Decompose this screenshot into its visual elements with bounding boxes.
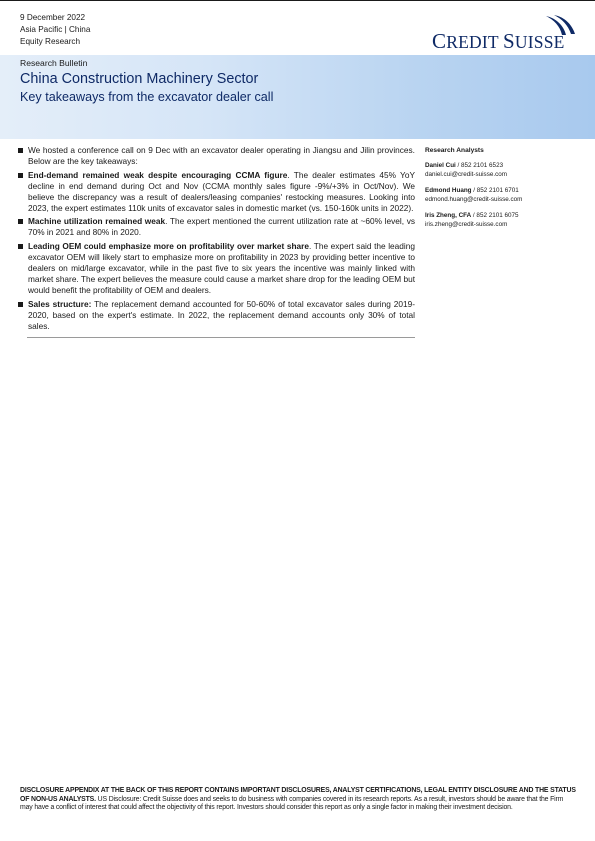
bullet-end-demand: [18, 170, 415, 214]
main-content: [18, 145, 415, 338]
bullet-lead: Machine utilization remained weak: [28, 216, 166, 227]
report-date: 9 December 2022: [20, 13, 86, 22]
analyst-phone: / 852 2101 6075: [471, 212, 519, 220]
analyst-name: Daniel Cui: [425, 162, 456, 169]
bullet-text: . The expert said the leading excavator OEM will likely start to emphasize more on profitability in 2023 by providing better incentive to dealers on mid/large excavator, while in the past five to six years the incentive was mainly linked with market share. The expert believes the measure could cause a market share drop for the leading OEM but would benefit the profitability of OEM and dealers.: [28, 241, 415, 295]
analyst-sidebar: [425, 147, 585, 238]
section-divider: [27, 337, 415, 338]
bullet-square-icon: [18, 302, 23, 307]
bullet-square-icon: [18, 219, 23, 224]
bullet-text: . The dealer estimates 45% YoY decline in end demand during Oct and Nov (CCMA monthly sales figure -9%/+3% in Oct/Nov). We believe the discrepancy was a result of dealers/leasing companies' restocking measures. Looking into 2023, the expert estimates 110k units of excavator sales in domestic market (vs. 150-160k units in 2022).: [28, 169, 415, 213]
bullet-square-icon: [18, 244, 23, 249]
bullet-text: . The expert mentioned the current utilization rate at ~60% level, vs 70% in 2021 and 80% in 2020.: [28, 216, 415, 238]
title-banner: [0, 55, 595, 139]
bullet-sales-structure: [18, 299, 415, 332]
bullet-lead: End-demand remained weak despite encouraging CCMA figure: [28, 169, 288, 180]
analyst-entry: [425, 187, 585, 204]
analyst-phone: / 852 2101 6701: [471, 187, 519, 195]
bullet-square-icon: [18, 173, 23, 178]
analysts-heading: Research Analysts: [425, 147, 484, 154]
banner-kicker: Research Bulletin: [20, 58, 88, 68]
disclosure-lead: DISCLOSURE APPENDIX AT THE BACK OF THIS REPORT CONTAINS IMPORTANT DISCLOSURES, ANALYST CERTIFICATIONS, LEGAL ENTITY DISCLOSURE AND THE STATUS OF NON-US ANALYSTS.: [20, 787, 576, 803]
analyst-email[interactable]: daniel.cui@credit-suisse.com: [425, 170, 507, 178]
bullet-square-icon: [18, 148, 23, 153]
analyst-name: Edmond Huang: [425, 187, 472, 195]
bullet-intro: [18, 145, 415, 167]
report-department: Equity Research: [20, 37, 81, 46]
analyst-entry: [425, 212, 585, 229]
report-subtitle: Key takeaways from the excavator dealer call: [20, 90, 274, 104]
bullet-utilization: [18, 216, 415, 238]
report-region: Asia Pacific | China: [20, 25, 91, 34]
analyst-email[interactable]: iris.zheng@credit-suisse.com: [425, 220, 508, 228]
credit-suisse-logo: [432, 14, 577, 53]
bullet-lead: Leading OEM could emphasize more on profitability over market share: [28, 241, 310, 252]
bullet-text: We hosted a conference call on 9 Dec with an excavator dealer operating in Jiangsu and Jilin provinces. Below are the key takeaways:: [28, 145, 415, 166]
bullet-oem-profitability: [18, 241, 415, 296]
bullet-text: The replacement demand accounted for 50-60% of total excavator sales during 2019-2020, based on the expert's estimate. In 2022, the replacement demand accounts only 30% of total sales.: [28, 298, 415, 331]
bullet-lead: Sales structure:: [28, 298, 92, 309]
analyst-email[interactable]: edmond.huang@credit-suisse.com: [425, 195, 523, 203]
disclosure-footer: [20, 787, 577, 813]
logo-wordmark: CREDIT SUISSE: [432, 29, 565, 53]
analyst-name: Iris Zheng, CFA: [425, 212, 472, 220]
report-title: China Construction Machinery Sector: [20, 71, 259, 87]
top-rule: [0, 0, 595, 1]
disclosure-text: US Disclosure: Credit Suisse does and seeks to do business with companies covered in its research reports. As a result, investors should be aware that the Firm may have a conflict of interest that could affect the objectivity of this report. Investors should consider this report as only a single factor in making their investment decision.: [20, 795, 564, 812]
analyst-phone: / 852 2101 6523: [455, 162, 504, 169]
analyst-entry: [425, 162, 585, 179]
report-meta: [20, 12, 90, 48]
